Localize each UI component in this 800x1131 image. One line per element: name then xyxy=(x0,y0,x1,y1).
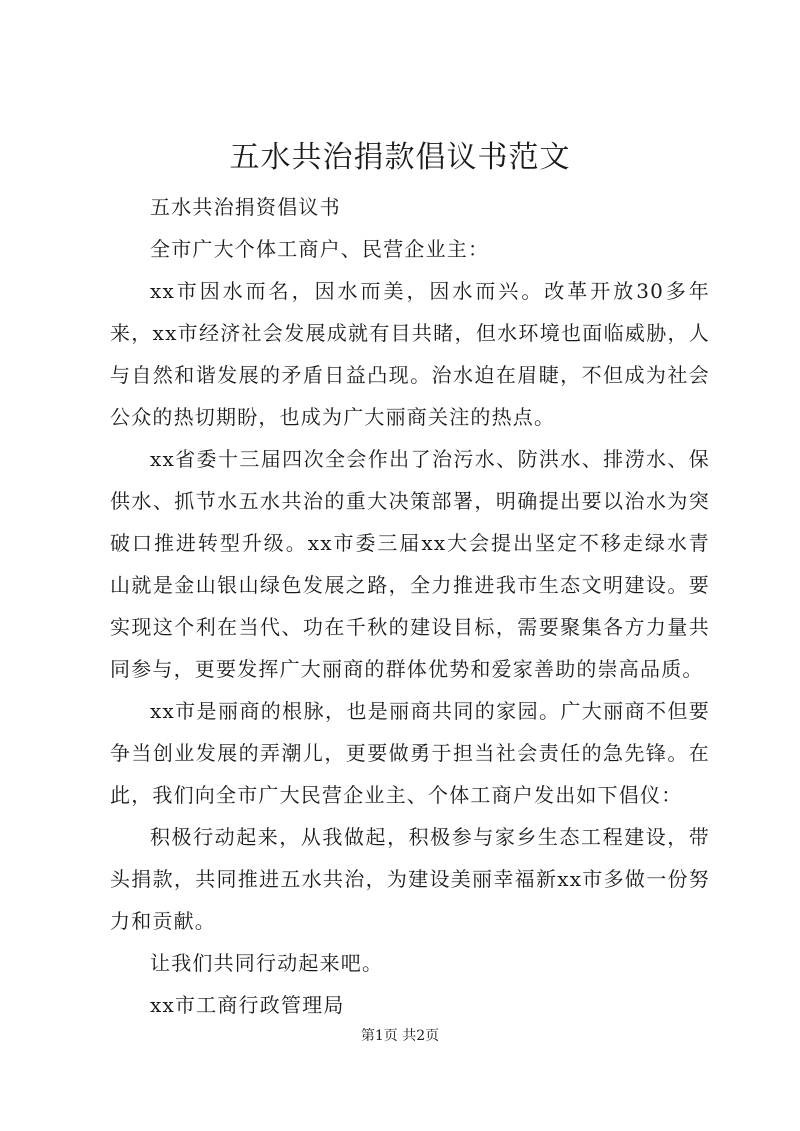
page-number-footer: 第1页 共2页 xyxy=(360,1028,440,1044)
paragraph-body: xx市是丽商的根脉，也是丽商共同的家园。广大丽商不但要争当创业发展的弄潮儿，更要做勇于担当社会责任的急先锋。在此，我们向全市广大民营企业主、个体工商户发出如下倡仪： xyxy=(110,699,710,807)
paragraph-body: 积极行动起来，从我做起，积极参与家乡生态工程建设，带头捐款，共同推进五水共治，为建设美丽幸福新xx市多做一份努力和贡献。 xyxy=(110,825,710,933)
paragraph-closing: 让我们共同行动起来吧。 xyxy=(150,951,384,975)
paragraph-salutation: 全市广大个体工商户、民营企业主： xyxy=(150,237,490,261)
document-body xyxy=(110,186,710,1026)
paragraph-subtitle: 五水共治捐资倡议书 xyxy=(150,195,341,219)
paragraph-signature: xx市工商行政管理局 xyxy=(150,993,345,1017)
paragraph-body: xx市因水而名，因水而美，因水而兴。改革开放30多年来，xx市经济社会发展成就有目共睹，但水环境也面临威胁，人与自然和谐发展的矛盾日益凸现。治水迫在眉睫，不但成为社会公众的热切期盼，也成为广大丽商关注的热点。 xyxy=(110,279,710,429)
page-title: 五水共治捐款倡议书范文 xyxy=(229,140,571,175)
paragraph-body: xx省委十三届四次全会作出了治污水、防洪水、排涝水、保供水、抓节水五水共治的重大决策部署，明确提出要以治水为突破口推进转型升级。xx市委三届xx大会提出坚定不移走绿水青山就是金山银山绿色发展之路，全力推进我市生态文明建设。要实现这个利在当代、功在千秋的建设目标，需要聚集各方力量共同参与，更要发挥广大丽商的群体优势和爱家善助的崇高品质。 xyxy=(110,447,710,681)
